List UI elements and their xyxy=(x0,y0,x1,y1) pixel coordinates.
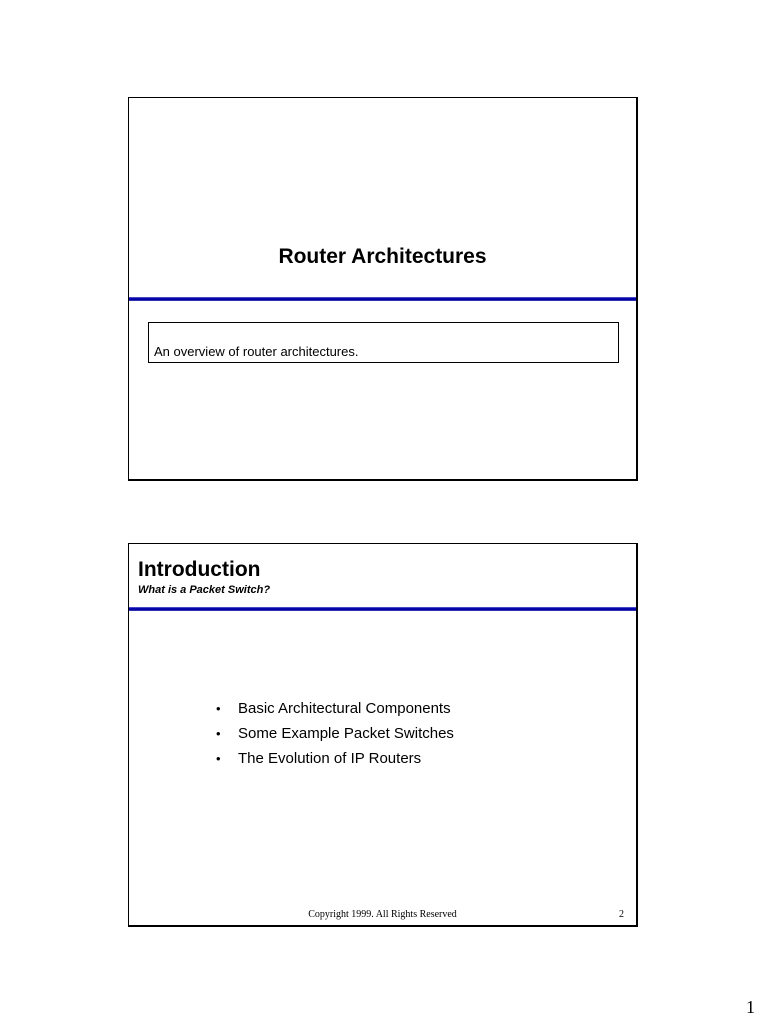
slide-1-divider xyxy=(129,297,636,301)
slide-2-subtitle: What is a Packet Switch? xyxy=(138,584,271,596)
bullet-icon: • xyxy=(216,726,221,741)
slide-1-subtitle: An overview of router architectures. xyxy=(154,344,359,359)
slide-1-subtitle-box xyxy=(148,322,619,363)
slide-2 xyxy=(128,543,638,927)
list-item: • Some Example Packet Switches xyxy=(216,721,454,746)
slide-2-divider xyxy=(129,607,636,611)
page-number: 1 xyxy=(746,997,755,1017)
list-item: • The Evolution of IP Routers xyxy=(216,746,454,771)
slide-1-title: Router Architectures xyxy=(278,245,487,268)
slide-number: 2 xyxy=(619,909,624,920)
slide-2-title: Introduction xyxy=(138,558,261,581)
slide-footer: Copyright 1999. All Rights Reserved xyxy=(308,909,457,920)
bullet-icon: • xyxy=(216,751,221,766)
slide-1 xyxy=(128,97,638,481)
bullet-list xyxy=(216,696,454,771)
list-item: • Basic Architectural Components xyxy=(216,696,454,721)
bullet-icon: • xyxy=(216,701,221,716)
